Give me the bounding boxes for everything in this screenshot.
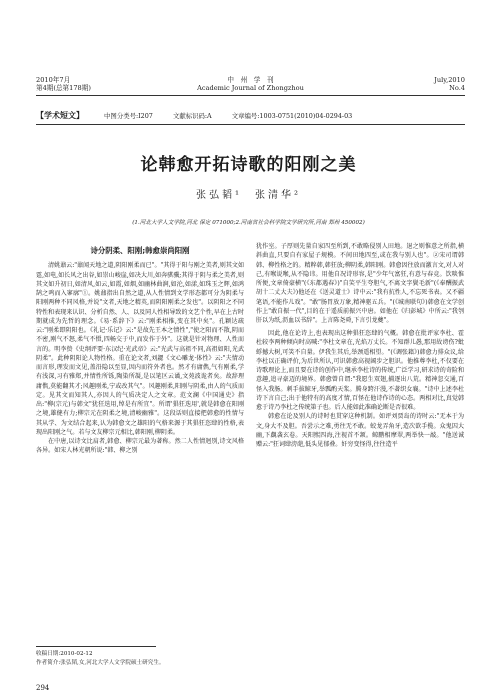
body-paragraph: 韩愈在论及别人的诗时也贯穿这种机制。如评刘贾岛的诗时云:"无本于为文,身大不及胆。吾尝示之难,勇往无不敢。蛟龙弄角牙,造次欲手揽。众鬼囚大幽,下覰袭玄卷。天阳熙四海,注视首不颔。鲸鹏相摩翠,两举快一敲。"他送诚赠云:"狂词肆滂葩,低头见郁叠。奸穷变怪得,往往造平 [256, 413, 464, 448]
header-date-en: July,2010 [434, 76, 465, 84]
right-column [256, 242, 464, 325]
article-title: 论韩愈开拓诗歌的阳刚之美 [140, 155, 357, 175]
left-column [36, 242, 244, 456]
footnote-rule [36, 646, 156, 647]
author-line: 张弘韬¹ 张清华² [195, 190, 302, 201]
page-number: 294 [36, 684, 50, 692]
header-issue: 第4期(总第178期) [36, 84, 91, 92]
author-intro: 作者简介:张弘韬,女,河北大学人文学院硕士研究生。 [36, 659, 165, 666]
body-paragraph: 犹作室。子厚则先量自家四至所到,不敢略侵别人田地。退之则惟意之所指,横斜曲直,只要自有家屋子规模。不间田地四至,或在我与别人也"。②宋司谓韩韩、柳性格之的。精粹韩,韩狂放;柳阴柔,韩阳刚。韩愈因往放而激言文,对人对己,有喉说喉,从不隐讳。用他自况诗形容,是"少年气富狂,有意与春竞。饮啖惟所便,文章倚豪横"(《东都遇春》)"自笑平生夸胆气,不离文字鬓毛新"(《奉酬振武胡十二丈大夫》)他还在《送灵道士》诗中云:"我有抗性人,不忘死书表。又不疆笔语,不能作儿戏"。"敢"肠胃放万象,精神驱五兵。"(《城南联句》)韩愈在文学创作上"敢自振一代",目的在于遥质前振兴中唐。如他在《归彭城》中所云:"我刳肝以为纸,沥血以书辞"。上言陈尧舜,下言引龙夔"。 [256, 243, 464, 324]
article-meta [36, 110, 370, 121]
body-paragraph: 在中唐,以诗文比肩者,韩愈、柳宗元最为著称。然二人性情迥别,诗文风格各异。如宋人林光朝所说:"韩、柳之别 [36, 438, 244, 455]
affiliation: (1.河北大学人文学院,河北 保定 071000;2.河南省社会科学院文学研究所,河南 郑州 450002) [132, 220, 365, 226]
header-date: 2010年7月 [36, 76, 71, 84]
journal-name-cn: 中 州 学 刊 [227, 76, 274, 84]
right-column-continued [256, 329, 464, 449]
section-heading: 诗分阴柔、阳刚;韩愈崇尚阳刚 [90, 246, 190, 255]
meta-rule [36, 124, 465, 125]
section-label: 【学术短文】 [36, 110, 84, 120]
header-no: No.4 [449, 84, 465, 92]
header-rule [36, 95, 465, 96]
body-paragraph: 因此,他在论诗上,也表现出这种猖狂恣肆的气概。韩愈在批评家李杜、霍杜较李两种倾向时高喊:"李杜文章在,光焰万丈长。不知群儿愚,那用故谤伤?蚍蜉撼大树,可笑不自量。伊我生其后,举颈遥相望。"(《调张籍》)韩愈力排众议,给李杜以正确评价,为后世所认,可识韩愈高视阔步之胆识。他推尊李杜,不仅要在诗歌理论上,而且要在诗的创作中,继承李杜诗的传统,广泛学习,研求诗的奇险和意趣,追寻豪迈的境界。韩愈曾自谓:"我愿生双翅,捕逐出八荒。精神忽交通,百怪入我肠。刺手拔鲸牙,举瓢酌天浆。腾身跨汗漫,不著织女襄。"诗中上述李杜诗下言自己;出于他特有的高度才情,百怪在他诗作诗的心态。两相对比,真觉韩愈于诗乃李杜之传统第子也。后人能如此准确论断是否很难。 [256, 330, 464, 411]
footnote [36, 650, 165, 667]
received-date: 收稿日期:2010-02-12 [36, 651, 93, 657]
document-code: 文献标识码:A [172, 112, 212, 120]
header-right [434, 76, 465, 92]
article-number: 文章编号:1003-0751(2010)04-0294-03 [231, 112, 353, 120]
journal-name-en: Academic Journal of Zhongzhou [197, 84, 304, 92]
body-paragraph: 清姚鼐云:"鼐闻天地之道,阴阳刚柔而已"。"其得于阳与刚之美者,则其文如霆,如电,如长风之出谷,如崇山峻崖,如决大川,如奔骐骥;其得于阴与柔之美者,则其文如升初日,如清风,如云,如霞,如烟,如幽林曲涧,如沦,如漾,如珠玉之辉,如鸿鹄之鸣而入寥廓"①。姚鼐指出自然之道,从人性情到文学形态都可分为阴柔与阳刚两种不同风格,并说"文者,天地之精英,而阴阳刚柔之发也"。以阴阳之不同特性和表现来认识、分析自然、人、以及同人性相导致的文艺个性,早在上古时期就成为先哲的理念。《易·系辞下》云:"刚柔相推,变在其中矣"。孔颖达疏云:"刚柔即阴阳也。《礼记·乐记》云:"是故先王本之情性","使之阳而不散,阴而不密,刚气不怒,柔气不慑,四畅交于中,而发作于外"。这就是针对物理、人性而言的。明李贽《史纲评要·东汉纪·光武帝》云:"光武与高祖不同,高祖如阳,光武阴柔"。此种阴阳论人物性格。重在论文者,刘勰《文心雕龙·体性》云:"夫情动而言形,理发而文见,盖沿隐以至显,因内而符外者也。然才有庸儁,气有刚柔,学有浅深,习有雅郑,并情性所铄,陶染所凝,是以笔区云谲,文苑波诡者矣。故辞理庸儁,莫能翻其才;风趣刚柔,宁或改其气"。风趣刚柔,阳刚与阴柔,由人的气质而定。见其文而知其人,亦因人的气质决定人之文章。范文澜《中国通史》指出:"柳(宗元)与韩文"犹狂迭用,绰是有所宜"。所谓'猖狂迭用',就是韩愈在阳刚之境,雄健有力;柳宗元在阴柔之境,清峻幽雅"。这段话则直接把韩愈的性情与其从学、为文结合起来,认为韩愈文之雄阳的气格来源于其猖狂恣肆的性格,表现出阳刚之气。若与文友柳宗元相比,韩阳刚,柳阴柔。 [36, 262, 244, 436]
header-center [36, 76, 465, 92]
classification-code: 中图分类号:I207 [104, 112, 153, 120]
